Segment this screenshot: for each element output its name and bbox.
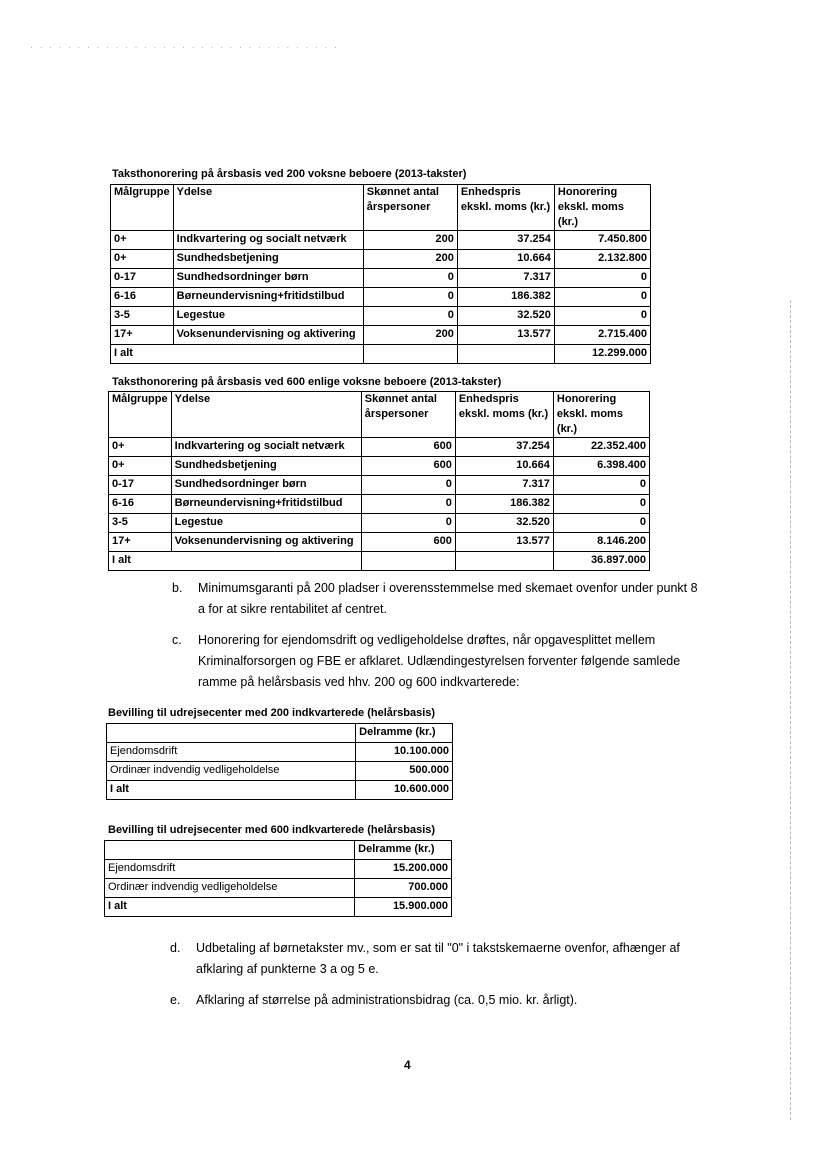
- value-cell: 10.100.000: [356, 743, 453, 762]
- item-d: [170, 938, 730, 982]
- service-cell: Børneundervisning+fritidstilbud: [173, 288, 363, 307]
- table4-title: Bevilling til udrejsecenter med 600 indkvarterede (helårsbasis): [108, 824, 436, 836]
- table3: [106, 723, 453, 800]
- item-e-label: e.: [170, 993, 181, 1007]
- item-b-line-2: a for at sikre rentabilitet af centret.: [198, 602, 387, 616]
- empty-cell: [361, 552, 455, 571]
- persons-cell: 200: [363, 231, 457, 250]
- group-cell: 0+: [109, 438, 172, 457]
- unit-price-cell: 10.664: [455, 457, 553, 476]
- persons-cell: 600: [361, 438, 455, 457]
- item-c-line-1: Honorering for ejendomsdrift og vedligeholdelse drøftes, når opgavesplittet mellem: [198, 633, 656, 647]
- table2-title: Taksthonorering på årsbasis ved 600 enlige voksne beboere (2013-takster): [112, 376, 502, 388]
- table1-header-row: [111, 185, 651, 231]
- table-row: [111, 288, 651, 307]
- empty-cell: [457, 345, 554, 364]
- table1-header-group: Målgruppe: [111, 185, 174, 231]
- table-row: [109, 476, 650, 495]
- item-d-label: d.: [170, 941, 181, 955]
- table1-header-unit-price: Enhedspris ekskl. moms (kr.): [457, 185, 554, 231]
- table4-header: Delramme (kr.): [355, 841, 452, 860]
- table-row: [109, 495, 650, 514]
- table-row: [109, 438, 650, 457]
- item-e-line-1: Afklaring af størrelse på administrationsbidrag (ca. 0,5 mio. kr. årligt).: [196, 993, 578, 1007]
- table1-header-service: Ydelse: [173, 185, 363, 231]
- label-cell: Ejendomsdrift: [107, 743, 356, 762]
- table2-header-unit-price: Enhedspris ekskl. moms (kr.): [455, 392, 553, 438]
- total-value: 10.600.000: [356, 781, 453, 800]
- table-row: [109, 533, 650, 552]
- group-cell: 6-16: [109, 495, 172, 514]
- item-c-line-2: Kriminalforsorgen og FBE er afklaret. Udlændingestyrelsen forventer følgende samlede: [198, 654, 681, 668]
- label-cell: Ejendomsdrift: [105, 860, 355, 879]
- unit-price-cell: 13.577: [457, 326, 554, 345]
- persons-cell: 200: [363, 326, 457, 345]
- table-row: [111, 269, 651, 288]
- persons-cell: 0: [363, 269, 457, 288]
- group-cell: 0+: [111, 231, 174, 250]
- group-cell: 3-5: [109, 514, 172, 533]
- table-row: [105, 860, 452, 879]
- item-c-label: c.: [172, 633, 182, 647]
- table-row: [109, 514, 650, 533]
- group-cell: 0-17: [111, 269, 174, 288]
- unit-price-cell: 37.254: [457, 231, 554, 250]
- service-cell: Voksenundervisning og aktivering: [173, 326, 363, 345]
- table-row: [107, 762, 453, 781]
- service-cell: Sundhedsbetjening: [171, 457, 361, 476]
- unit-price-cell: 186.382: [457, 288, 554, 307]
- group-cell: 6-16: [111, 288, 174, 307]
- item-d-line-2: afklaring af punkterne 3 a og 5 e.: [196, 962, 379, 976]
- persons-cell: 0: [361, 495, 455, 514]
- fee-cell: 0: [554, 288, 650, 307]
- persons-cell: 600: [361, 457, 455, 476]
- empty-cell: [107, 724, 356, 743]
- service-cell: Børneundervisning+fritidstilbud: [171, 495, 361, 514]
- unit-price-cell: 32.520: [457, 307, 554, 326]
- unit-price-cell: 7.317: [457, 269, 554, 288]
- item-d-line-1: Udbetaling af børnetakster mv., som er sat til "0" i takstskemaerne ovenfor, afhænger af: [196, 941, 680, 955]
- service-cell: Indkvartering og socialt netværk: [171, 438, 361, 457]
- fee-cell: 2.715.400: [554, 326, 650, 345]
- service-cell: Sundhedsordninger børn: [171, 476, 361, 495]
- group-cell: 0-17: [109, 476, 172, 495]
- scan-header-noise: · · · · · · · · · · · · · · · · · · · · · · · · · · · · · · · · ·: [30, 42, 339, 52]
- fee-cell: 7.450.800: [554, 231, 650, 250]
- table1: [110, 184, 651, 364]
- table1-title: Taksthonorering på årsbasis ved 200 voksne beboere (2013-takster): [112, 168, 467, 180]
- table-row: [111, 231, 651, 250]
- table4-header-row: [105, 841, 452, 860]
- table2-header-group: Målgruppe: [109, 392, 172, 438]
- persons-cell: 0: [363, 288, 457, 307]
- empty-cell: [455, 552, 553, 571]
- total-label: I alt: [111, 345, 364, 364]
- table2: [108, 391, 650, 571]
- table2-header-fee: Honorering ekskl. moms (kr.): [553, 392, 649, 438]
- service-cell: Sundhedsordninger børn: [173, 269, 363, 288]
- table4: [104, 840, 452, 917]
- item-b: [172, 578, 732, 622]
- fee-cell: 0: [553, 514, 649, 533]
- unit-price-cell: 7.317: [455, 476, 553, 495]
- label-cell: Ordinær indvendig vedligeholdelse: [105, 879, 355, 898]
- total-label: I alt: [107, 781, 356, 800]
- unit-price-cell: 37.254: [455, 438, 553, 457]
- table3-header: Delramme (kr.): [356, 724, 453, 743]
- fee-cell: 0: [554, 269, 650, 288]
- table2-header-persons: Skønnet antal årspersoner: [361, 392, 455, 438]
- group-cell: 17+: [109, 533, 172, 552]
- label-cell: Ordinær indvendig vedligeholdelse: [107, 762, 356, 781]
- total-label: I alt: [105, 898, 355, 917]
- table-row: [109, 457, 650, 476]
- total-value: 12.299.000: [554, 345, 650, 364]
- persons-cell: 0: [361, 476, 455, 495]
- fee-cell: 2.132.800: [554, 250, 650, 269]
- table1-header-persons: Skønnet antal årspersoner: [363, 185, 457, 231]
- table2-header-row: [109, 392, 650, 438]
- group-cell: 17+: [111, 326, 174, 345]
- table3-total-row: [107, 781, 453, 800]
- service-cell: Legestue: [173, 307, 363, 326]
- fee-cell: 22.352.400: [553, 438, 649, 457]
- table2-header-service: Ydelse: [171, 392, 361, 438]
- table1-header-fee: Honorering ekskl. moms (kr.): [554, 185, 650, 231]
- service-cell: Indkvartering og socialt netværk: [173, 231, 363, 250]
- total-label: I alt: [109, 552, 362, 571]
- group-cell: 3-5: [111, 307, 174, 326]
- table1-total-row: [111, 345, 651, 364]
- service-cell: Sundhedsbetjening: [173, 250, 363, 269]
- table4-total-row: [105, 898, 452, 917]
- table-row: [111, 326, 651, 345]
- fee-cell: 8.146.200: [553, 533, 649, 552]
- item-b-label: b.: [172, 581, 183, 595]
- table-row: [111, 250, 651, 269]
- table-row: [107, 743, 453, 762]
- fee-cell: 0: [553, 495, 649, 514]
- page-number: 4: [404, 1058, 411, 1072]
- table-row: [111, 307, 651, 326]
- item-c-line-3: ramme på helårsbasis ved hhv. 200 og 600 indkvarterede:: [198, 675, 520, 689]
- service-cell: Legestue: [171, 514, 361, 533]
- total-value: 15.900.000: [355, 898, 452, 917]
- table-row: [105, 879, 452, 898]
- service-cell: Voksenundervisning og aktivering: [171, 533, 361, 552]
- fee-cell: 0: [554, 307, 650, 326]
- unit-price-cell: 13.577: [455, 533, 553, 552]
- fee-cell: 0: [553, 476, 649, 495]
- item-c: [172, 630, 732, 694]
- unit-price-cell: 186.382: [455, 495, 553, 514]
- empty-cell: [105, 841, 355, 860]
- table2-total-row: [109, 552, 650, 571]
- empty-cell: [363, 345, 457, 364]
- persons-cell: 0: [363, 307, 457, 326]
- persons-cell: 200: [363, 250, 457, 269]
- group-cell: 0+: [109, 457, 172, 476]
- unit-price-cell: 10.664: [457, 250, 554, 269]
- group-cell: 0+: [111, 250, 174, 269]
- persons-cell: 600: [361, 533, 455, 552]
- fee-cell: 6.398.400: [553, 457, 649, 476]
- total-value: 36.897.000: [553, 552, 649, 571]
- persons-cell: 0: [361, 514, 455, 533]
- item-e: [170, 990, 730, 1012]
- scan-edge-mark: [790, 300, 792, 1120]
- table3-title: Bevilling til udrejsecenter med 200 indkvarterede (helårsbasis): [108, 707, 436, 719]
- table3-header-row: [107, 724, 453, 743]
- value-cell: 15.200.000: [355, 860, 452, 879]
- item-b-line-1: Minimumsgaranti på 200 pladser i overensstemmelse med skemaet ovenfor under punkt 8: [198, 581, 698, 595]
- unit-price-cell: 32.520: [455, 514, 553, 533]
- value-cell: 700.000: [355, 879, 452, 898]
- value-cell: 500.000: [356, 762, 453, 781]
